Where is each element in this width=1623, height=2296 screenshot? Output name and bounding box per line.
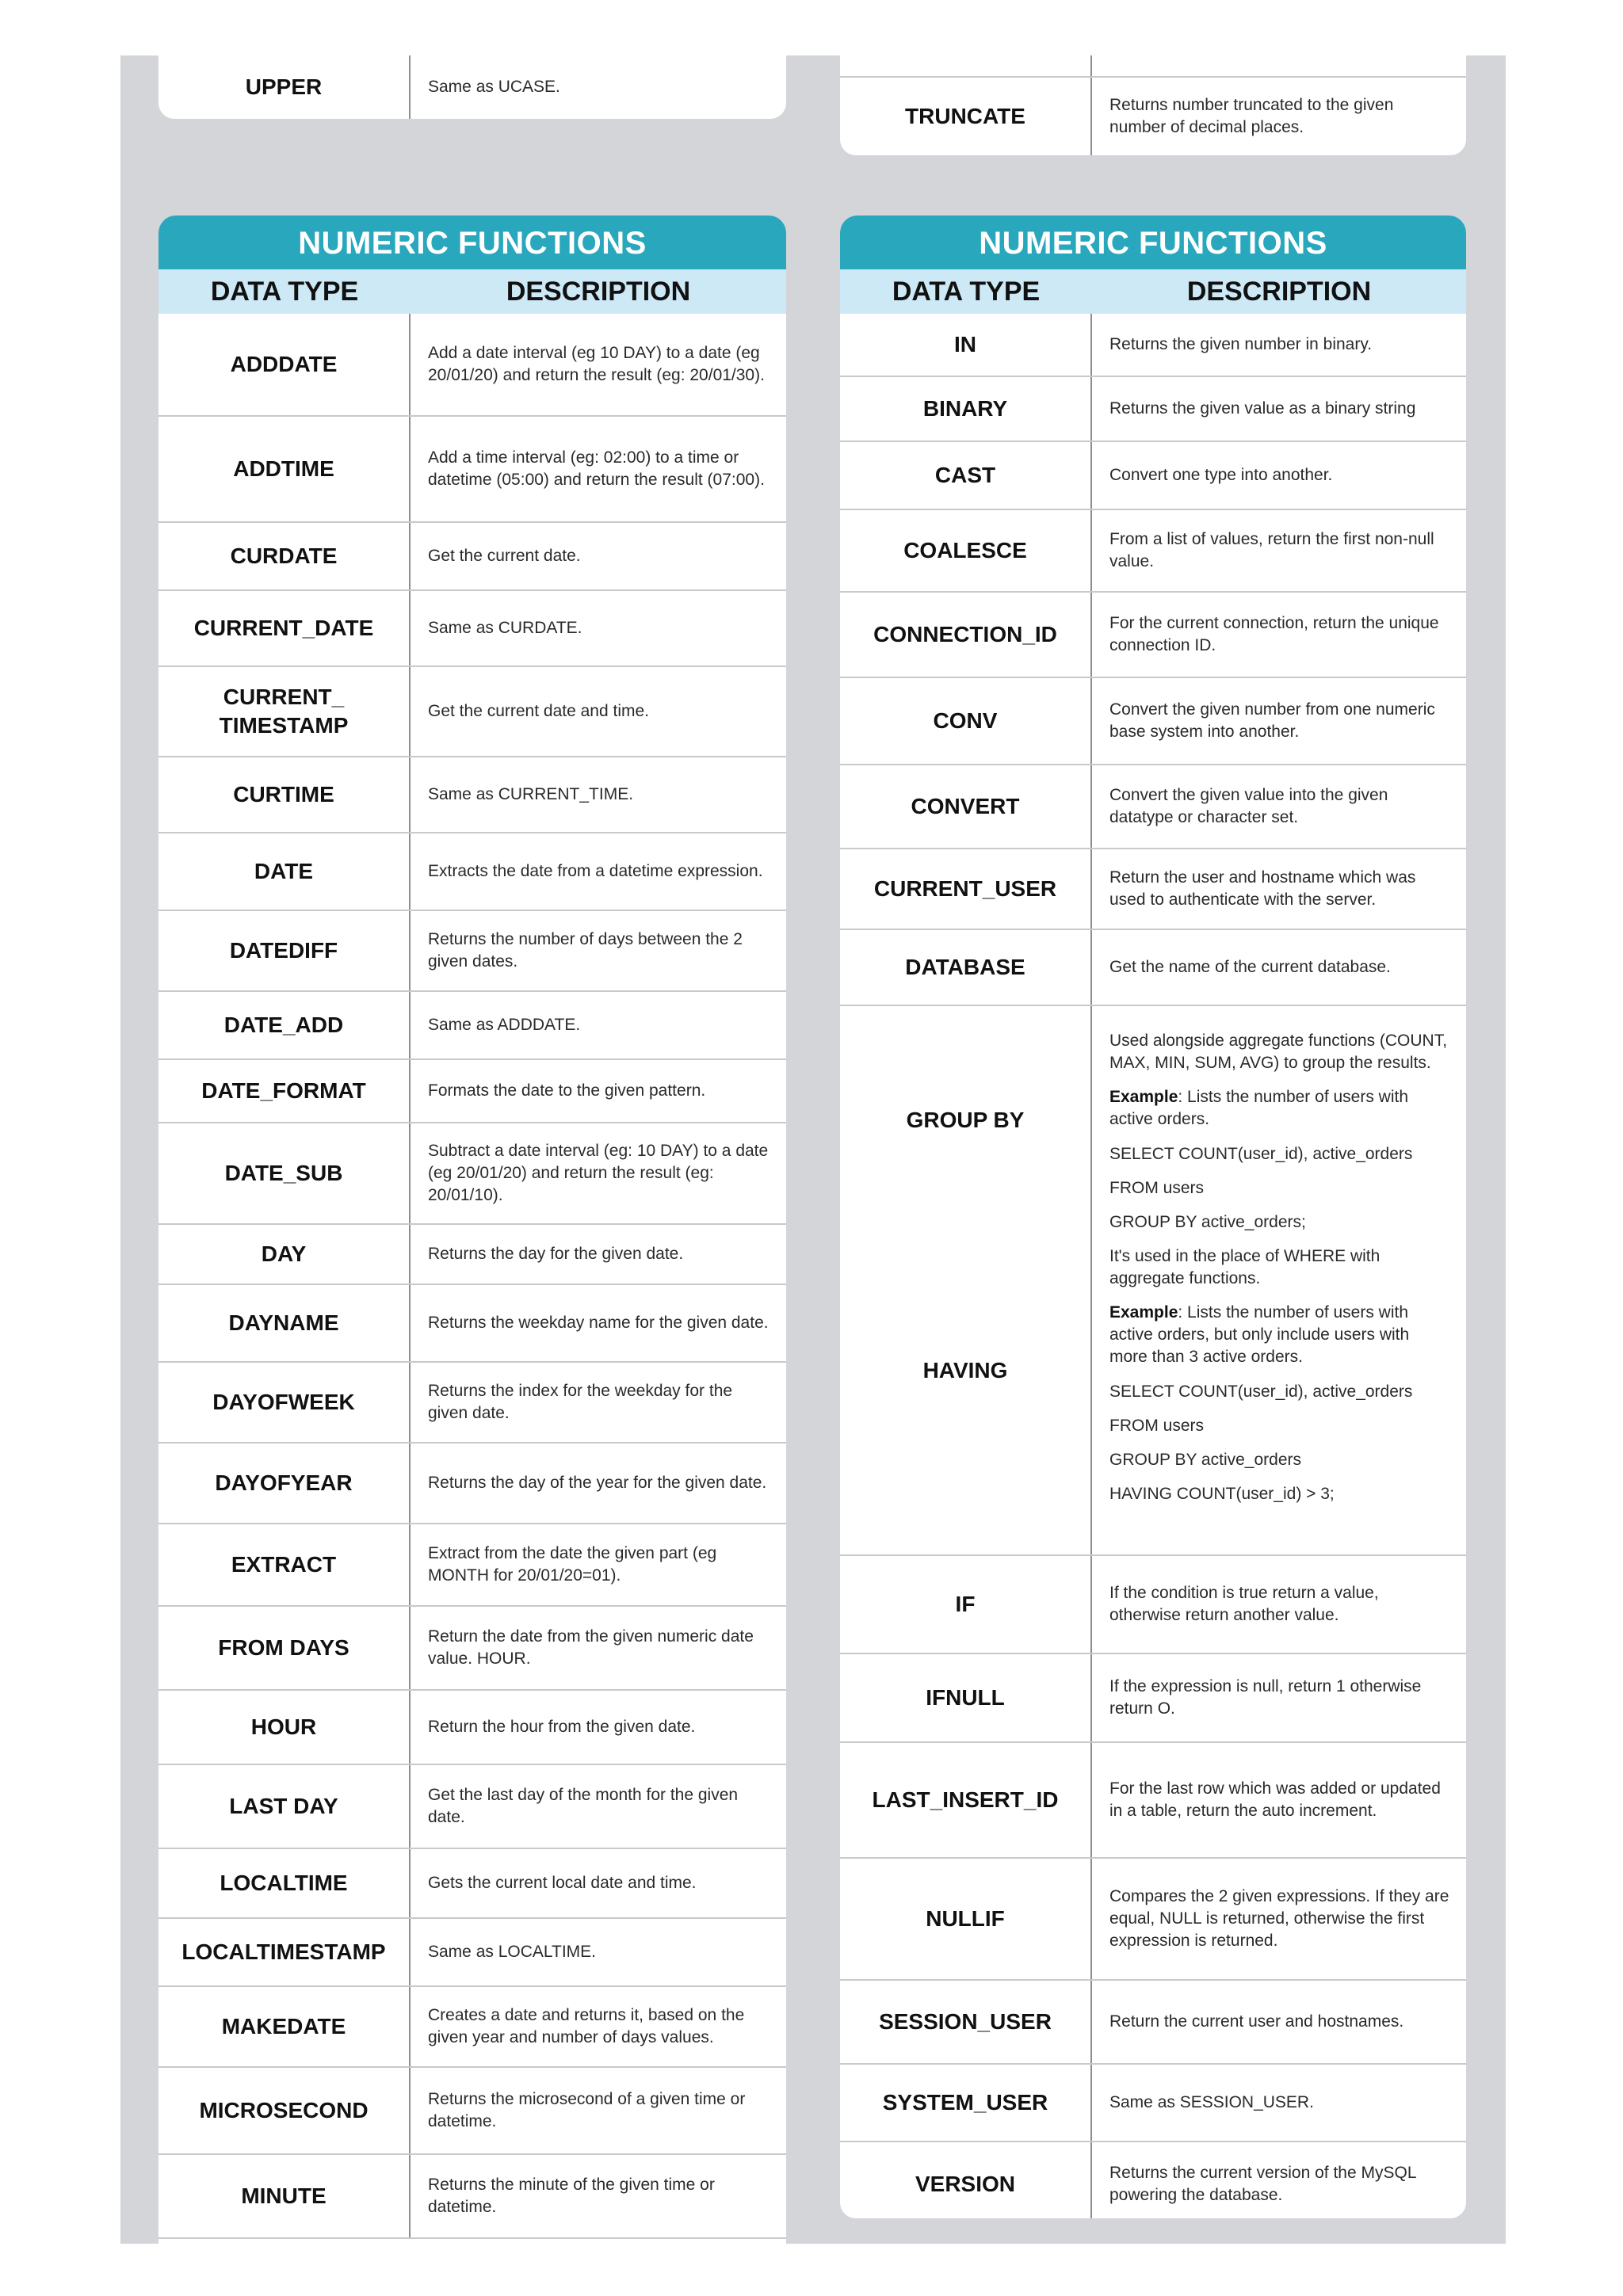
function-description: Formats the date to the given pattern. [428,1081,706,1100]
function-description: Returns number truncated to the given number of decimal places. [1109,95,1394,136]
function-description: Same as UCASE. [428,77,560,96]
table-row [840,55,1466,78]
function-description: Returns the day for the given date. [428,1244,684,1263]
function-name: HOUR [158,1691,411,1764]
example-label: Example [1109,1088,1178,1107]
table-row [158,1919,786,1987]
function-name: CURRENT_DATE [158,591,411,666]
function-name: IFNULL [840,1654,1092,1741]
function-description: Extract from the date the given part (eg MONTH for 20/01/20=01). [428,1543,717,1585]
function-description: Get the name of the current database. [1109,957,1391,976]
code-line: SELECT COUNT(user_id), active_orders [1109,1382,1413,1401]
table-row [840,930,1466,1006]
table-body [840,314,1466,1006]
example-text: Example: Lists the number of users with active orders, but only include users with more than 3 active orders. [1109,1303,1410,1367]
function-description: From a list of values, return the first non-null value. [1109,529,1434,570]
function-name: GROUP BY [906,1108,1025,1132]
function-name: CURRENT_ TIMESTAMP [158,667,411,756]
function-description: Convert the given number from one numeric base system into another. [1109,700,1435,741]
function-description: Add a date interval (eg 10 DAY) to a date (eg 20/01/20) and return the result (eg: 20/01/30). [428,343,765,384]
table-row [158,757,786,833]
function-name: DATEDIFF [158,911,411,990]
table-row [840,593,1466,678]
table-row [158,1363,786,1444]
table-row [158,1765,786,1849]
function-description: Returns the minute of the given time or datetime. [428,2175,715,2216]
function-description: If the expression is null, return 1 otherwise return O. [1109,1676,1422,1718]
function-name: BINARY [840,377,1092,441]
function-name: IF [840,1556,1092,1653]
group-names-cell [840,1006,1092,1554]
table-row [840,442,1466,510]
code-line: SELECT COUNT(user_id), active_orders [1109,1144,1413,1163]
function-description: Same as CURRENT_TIME. [428,784,634,803]
table-body [158,314,786,2239]
function-name-partial [840,55,1092,76]
column-header [158,269,786,314]
function-description: Get the current date and time. [428,701,649,720]
table-row [158,1285,786,1363]
column-header-description: DESCRIPTION [1186,277,1372,307]
function-description: Same as LOCALTIME. [428,1942,597,1961]
function-description: Return the hour from the given date. [428,1717,696,1736]
numeric-functions-table-left [158,215,786,2244]
table-row [158,1060,786,1123]
function-description: For the last row which was added or updated in a table, return the auto increment. [1109,1779,1441,1820]
function-name: NULLIF [840,1859,1092,1979]
function-description: Returns the current version of the MySQL powering the database. [1109,2163,1416,2204]
table-row [158,314,786,417]
function-description: Returns the microsecond of a given time or datetime. [428,2089,746,2130]
function-name: CAST [840,442,1092,509]
group-by-having-row [840,1006,1466,1556]
table-row [158,1444,786,1524]
function-name: DATABASE [840,930,1092,1005]
cheat-sheet-page [120,55,1506,2244]
table-row [158,1987,786,2068]
function-description: Returns the index for the weekday for the given date. [428,1381,733,1422]
column-header [840,269,1466,314]
function-name: HAVING [922,1358,1008,1383]
table-row [158,1225,786,1285]
table-row [158,911,786,992]
function-name: ADDDATE [158,314,411,415]
function-description: If the condition is true return a value, otherwise return another value. [1109,1583,1379,1624]
table-row [840,1743,1466,1859]
table-row [840,1981,1466,2065]
table-row [840,510,1466,593]
table-row [840,1654,1466,1743]
group-description-cell [1092,1006,1466,1554]
function-description: Returns the number of days between the 2 given dates. [428,929,743,971]
function-name: DATE [158,833,411,910]
function-description: Convert one type into another. [1109,465,1333,484]
function-description: Get the current date. [428,546,581,565]
table-row [840,78,1466,155]
function-name: MINUTE [158,2155,411,2237]
table-row [158,523,786,591]
function-name: CONV [840,678,1092,764]
code-line: FROM users [1109,1178,1205,1197]
function-description: Return the date from the given numeric date value. HOUR. [428,1627,754,1668]
function-name: IN [840,314,1092,376]
function-description-partial [1092,55,1466,76]
table-row [840,2142,1466,2218]
table-row [158,1123,786,1225]
function-name: CURRENT_USER [840,849,1092,929]
function-name: ADDTIME [158,417,411,521]
function-description: Subtract a date interval (eg: 10 DAY) to a date (eg 20/01/20) and return the result (eg: 20/01/10). [428,1141,769,1205]
function-description: Same as CURDATE. [428,618,582,637]
table-row [840,314,1466,377]
function-name: CURTIME [158,757,411,832]
function-name: MICROSECOND [158,2068,411,2153]
function-description: Return the user and hostname which was used to authenticate with the server. [1109,868,1416,909]
function-name: DAY [158,1225,411,1283]
table-row [840,765,1466,849]
function-description: Extracts the date from a datetime expression. [428,861,763,880]
table-row [840,377,1466,442]
code-line: HAVING COUNT(user_id) > 3; [1109,1484,1335,1503]
function-description: Get the last day of the month for the given date. [428,1785,739,1826]
table-row [840,1859,1466,1981]
table-row [158,1607,786,1691]
function-name: LAST_INSERT_ID [840,1743,1092,1857]
function-name: DAYNAME [158,1285,411,1361]
function-name: LOCALTIME [158,1849,411,1917]
function-description: Same as ADDDATE. [428,1015,581,1034]
table-row [158,833,786,911]
function-description: Returns the given value as a binary string [1109,399,1416,418]
function-description: Add a time interval (eg: 02:00) to a time or datetime (05:00) and return the result (07:00). [428,448,765,489]
function-name: VERSION [840,2142,1092,2218]
function-name: EXTRACT [158,1524,411,1605]
function-description: Convert the given value into the given datatype or character set. [1109,785,1388,826]
table-row [158,2155,786,2239]
function-name: COALESCE [840,510,1092,591]
function-description: Used alongside aggregate functions (COUNT, MAX, MIN, SUM, AVG) to group the results. [1109,1032,1448,1073]
function-description: Gets the current local date and time. [428,1873,697,1892]
function-description: For the current connection, return the unique connection ID. [1109,613,1439,654]
table-row [158,2068,786,2155]
code-line: GROUP BY active_orders [1109,1450,1301,1469]
table-row [158,1691,786,1765]
table-row [158,992,786,1060]
example-label: Example [1109,1303,1178,1322]
function-name: DATE_ADD [158,992,411,1058]
function-name: CONNECTION_ID [840,593,1092,677]
table-title: NUMERIC FUNCTIONS [840,215,1466,269]
code-line: GROUP BY active_orders; [1109,1212,1306,1231]
function-name: DATE_SUB [158,1123,411,1223]
table-row [158,1524,786,1607]
numeric-functions-table-right [840,215,1466,2218]
function-name: DATE_FORMAT [158,1060,411,1122]
table-row [158,55,786,119]
function-description: It's used in the place of WHERE with aggregate functions. [1109,1246,1381,1287]
column-header-data-type: DATA TYPE [892,277,1041,307]
function-name: LAST DAY [158,1765,411,1848]
function-name: TRUNCATE [840,78,1092,155]
function-description: Return the current user and hostnames. [1109,2012,1404,2031]
example-text: Example: Lists the number of users with active orders. [1109,1088,1409,1129]
function-name: DAYOFWEEK [158,1363,411,1442]
function-description: Returns the weekday name for the given date. [428,1313,769,1332]
table-row [840,2065,1466,2142]
table-row [158,591,786,667]
function-name: CURDATE [158,523,411,589]
function-name: UPPER [158,55,411,119]
function-description: Returns the given number in binary. [1109,334,1373,353]
function-name: SESSION_USER [840,1981,1092,2063]
function-description: Same as SESSION_USER. [1109,2092,1314,2111]
table-title: NUMERIC FUNCTIONS [158,215,786,269]
truncate-card [840,55,1466,155]
function-description: Creates a date and returns it, based on the given year and number of days values. [428,2005,745,2046]
table-row [840,678,1466,765]
table-body [840,1556,1466,2218]
upper-card [158,55,786,119]
table-row [158,667,786,757]
function-name: MAKEDATE [158,1987,411,2066]
function-description: Compares the 2 given expressions. If they are equal, NULL is returned, otherwise the first expression is returned. [1109,1886,1449,1951]
table-row [158,417,786,523]
table-row [840,849,1466,930]
column-header-data-type: DATA TYPE [210,277,359,307]
code-line: FROM users [1109,1416,1205,1435]
column-header-description: DESCRIPTION [506,277,691,307]
function-name: DAYOFYEAR [158,1444,411,1523]
function-name: SYSTEM_USER [840,2065,1092,2141]
table-row [158,1849,786,1919]
function-name: LOCALTIMESTAMP [158,1919,411,1985]
function-name: CONVERT [840,765,1092,848]
function-description: Returns the day of the year for the given date. [428,1473,767,1492]
function-name: FROM DAYS [158,1607,411,1689]
table-row [840,1556,1466,1654]
